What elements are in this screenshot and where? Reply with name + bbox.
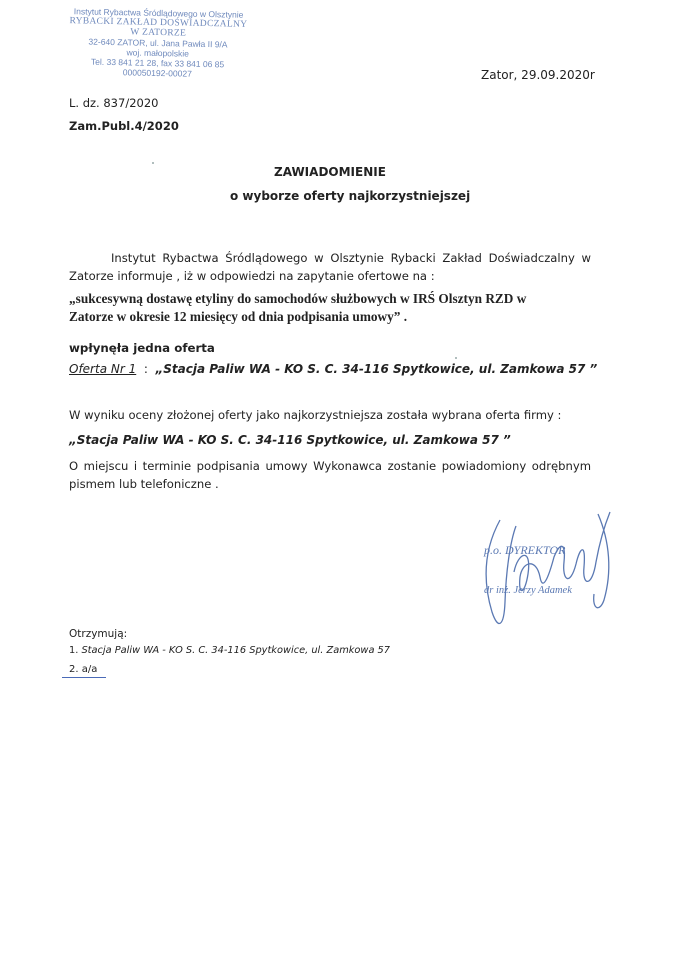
recipient-underline: [62, 677, 106, 678]
signature-stroke: [486, 520, 516, 623]
stamp-line: W ZATORZE: [130, 27, 187, 39]
offer-value: „Stacja Paliw WA - KO S. C. 34-116 Spytkowice, ul. Zamkowa 57 ”: [155, 362, 598, 376]
scan-speck: [152, 162, 154, 164]
place-date: Zator, 29.09.2020r: [481, 68, 595, 82]
stamp-line: 000050192-00027: [122, 67, 192, 79]
director-signature: [470, 502, 640, 642]
stamp-line: 32-640 ZATOR, ul. Jana Pawła II 9/A: [88, 36, 228, 50]
tender-subject: „sukcesywną dostawę etyliny do samochodów służbowych w IRŚ Olsztyn RZD w Zatorze w okresie 12 miesięcy od dnia podpisania umowy” .: [69, 291, 527, 324]
reference-number: L. dz. 837/2020: [69, 96, 159, 110]
company-stamp: [57, 6, 258, 80]
received-offers: wpłynęła jedna oferta: [69, 341, 215, 355]
stamp-line: Tel. 33 841 21 28, fax 33 841 06 85: [90, 56, 225, 70]
scan-speck: [455, 357, 457, 359]
offer-line: [69, 362, 597, 376]
signature-role: p.o. DYREKTOR: [484, 543, 566, 557]
offer-label: Oferta Nr 1: [69, 362, 137, 376]
document-title: ZAWIADOMIENIE: [274, 165, 386, 179]
order-number: Zam.Publ.4/2020: [69, 119, 179, 133]
document-subtitle: o wyborze oferty najkorzystniejszej: [230, 189, 471, 203]
result-intro: W wyniku oceny złożonej oferty jako najkorzystniejsza została wybrana oferta firmy :: [69, 408, 562, 422]
stamp-line: Instytut Rybactwa Śródlądowego w Olsztynie: [73, 6, 244, 20]
recipient-text: Stacja Paliw WA - KO S. C. 34-116 Spytkowice, ul. Zamkowa 57: [81, 645, 391, 656]
recipient-item: [69, 645, 390, 656]
offer-separator: :: [136, 362, 156, 376]
intro-paragraph: Instytut Rybactwa Śródlądowego w Olsztynie Rybacki Zakład Doświadczalny w Zatorze informuje , iż w odpowiedzi na zapytanie ofertowe na :: [69, 251, 591, 283]
recipient-item: 2. a/a: [69, 664, 98, 675]
stamp-line: RYBACKI ZAKŁAD DOŚWIADCZALNY: [69, 16, 248, 30]
winning-offer: „Stacja Paliw WA - KO S. C. 34-116 Spytkowice, ul. Zamkowa 57 ”: [69, 433, 511, 447]
recipients-heading: Otrzymują:: [69, 628, 128, 640]
closing-paragraph: O miejscu i terminie podpisania umowy Wykonawca zostanie powiadomiony odrębnym pismem lub telefoniczne .: [69, 459, 591, 491]
recipient-number: 1.: [69, 645, 82, 656]
stamp-line: woj. małopolskie: [126, 47, 190, 59]
signature-name: dr inż. Jerzy Adamek: [484, 585, 572, 596]
